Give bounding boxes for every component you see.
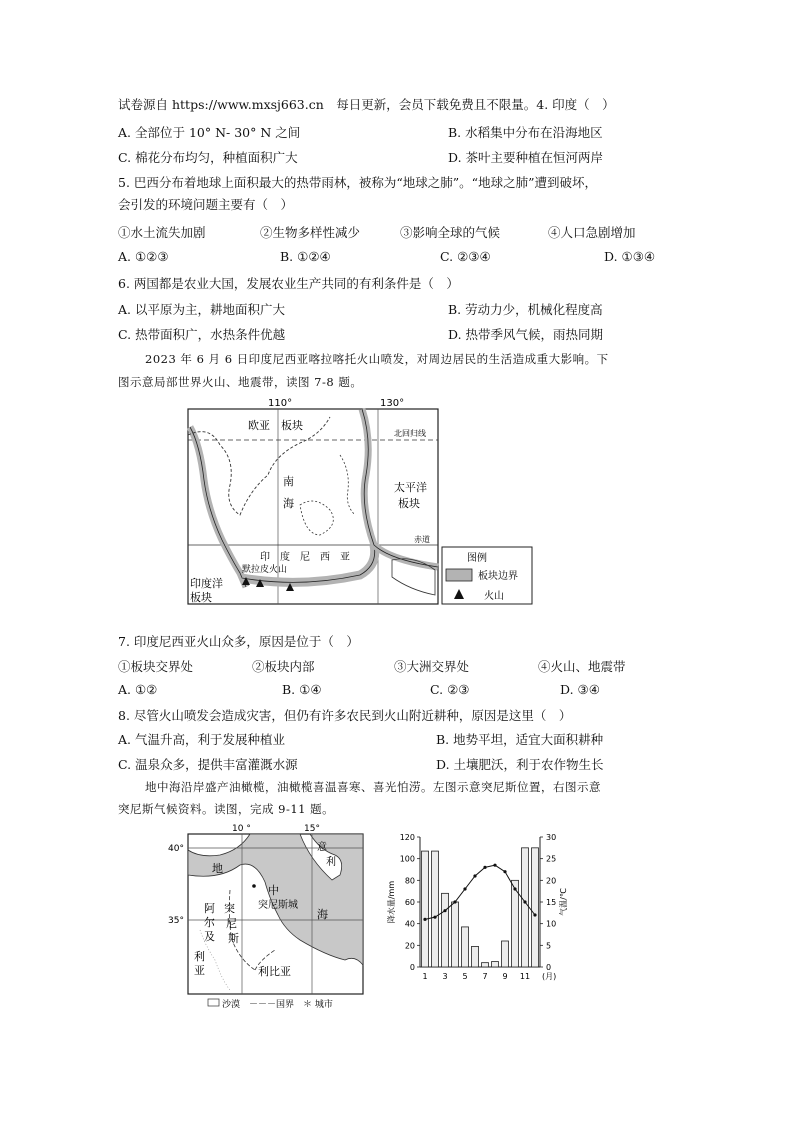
precip-bar xyxy=(492,962,499,967)
q4-option-c: C. 棉花分布均匀，种植面积广大 xyxy=(118,150,298,165)
italy-label-1: 意 xyxy=(317,842,327,853)
legend-boundary-label: 板块边界 xyxy=(478,571,518,582)
intro-9-11-line1: 地中海沿岸盛产油橄榄，油橄榄喜温喜寒、喜光怕涝。左图示意突尼斯位置，右图示意 xyxy=(145,780,601,794)
q5-option-c: C. ②③④ xyxy=(440,249,491,264)
q7-option-a: A. ①② xyxy=(118,682,158,697)
y-right-tick-label: 20 xyxy=(546,876,557,886)
precip-bar xyxy=(462,927,469,967)
q6-option-a: A. 以平原为主，耕地面积广大 xyxy=(118,302,285,317)
algeria-label-3: 及 xyxy=(204,930,215,943)
temperature-point xyxy=(473,874,476,877)
x-tick-label: 5 xyxy=(462,972,468,981)
temperature-point xyxy=(523,900,526,903)
q7-option-c: C. ②③ xyxy=(430,682,470,697)
desert-legend-swatch xyxy=(208,999,219,1006)
tropic-label: 北回归线 xyxy=(394,429,426,438)
q7-item-2: ②板块内部 xyxy=(252,659,315,674)
y-left-axis-title: 降水量/mm xyxy=(387,880,396,924)
y-left-tick-label: 0 xyxy=(409,963,415,972)
temperature-point xyxy=(533,913,536,916)
x-tick-label: 11 xyxy=(519,972,531,981)
x-tick-label: 9 xyxy=(502,972,508,981)
pacific-plate-label-1: 太平洋 xyxy=(394,481,427,494)
q4-option-d: D. 茶叶主要种植在恒河两岸 xyxy=(448,150,604,165)
precip-bar xyxy=(472,946,479,967)
y-right-tick-label: 0 xyxy=(546,963,552,972)
y-left-tick-label: 60 xyxy=(404,898,415,907)
precip-bar xyxy=(482,963,489,967)
y-right-tick-label: 10 xyxy=(546,919,557,929)
y-right-tick-label: 15 xyxy=(546,898,557,907)
y-right-tick-label: 5 xyxy=(546,941,552,951)
temperature-point xyxy=(493,864,496,867)
intro-7-8-line2: 图示意局部世界火山、地震带，读图 7-8 题。 xyxy=(118,375,363,389)
q7-option-b: B. ①④ xyxy=(282,682,322,697)
legend-title: 图例 xyxy=(467,553,487,564)
q7-item-3: ③大洲交界处 xyxy=(394,659,470,674)
precip-bar xyxy=(422,851,429,967)
tunis-city-dot xyxy=(252,884,256,888)
temperature-point xyxy=(463,887,466,890)
temperature-point xyxy=(443,909,446,912)
q5-option-d: D. ①③④ xyxy=(604,249,656,264)
x-tick-label: 3 xyxy=(442,972,448,981)
q5-option-a: A. ①②③ xyxy=(118,249,169,264)
lat-label-35: 35° xyxy=(168,916,184,926)
precip-bar xyxy=(502,941,509,967)
di-label: 地 xyxy=(212,862,223,875)
q4-option-b: B. 水稻集中分布在沿海地区 xyxy=(448,125,603,140)
libya-label: 利比亚 xyxy=(258,965,291,978)
precip-bar xyxy=(442,893,449,967)
lon-label-10: 10 ° xyxy=(232,824,251,834)
indonesia-label: 印 度 尼 西 亚 xyxy=(260,552,350,563)
x-unit-label: (月) xyxy=(542,972,557,981)
indian-plate-label-1: 印度洋 xyxy=(190,577,223,590)
q8-option-c: C. 温泉众多，提供丰富灌溉水源 xyxy=(118,757,298,772)
temperature-point xyxy=(423,918,426,921)
x-tick-label: 1 xyxy=(422,972,428,981)
precip-bar xyxy=(522,848,529,967)
precip-bar xyxy=(432,851,439,967)
lat-label-40: 40° xyxy=(168,844,184,854)
q8-option-b: B. 地势平坦，适宜大面积耕种 xyxy=(436,732,604,747)
zhong-label: 中 xyxy=(268,884,279,897)
temperature-point xyxy=(453,900,456,903)
tunisia-map-legend: 沙漠 －－－国界 ＊ 城市 xyxy=(222,1000,333,1010)
q8-stem: 8. 尽管火山喷发会造成灾害，但仍有许多农民到火山附近耕种，原因是这里（ ） xyxy=(118,708,572,723)
legend-boundary-swatch xyxy=(446,569,472,581)
q5-item-1: ①水土流失加剧 xyxy=(118,225,206,240)
q7-option-d: D. ③④ xyxy=(560,682,600,697)
q8-option-a: A. 气温升高，利于发展种植业 xyxy=(118,732,285,747)
italy-label-2: 利 xyxy=(326,857,336,868)
q6-option-c: C. 热带面积广，水热条件优越 xyxy=(118,327,286,342)
q5-stem-line1: 5. 巴西分布着地球上面积最大的热带雨林，被称为“地球之肺”。“地球之肺”遭到破坏， xyxy=(118,175,597,190)
temperature-point xyxy=(483,866,486,869)
y-right-axis-title: 气温/℃ xyxy=(559,888,568,916)
tunisia-map-figure xyxy=(160,820,375,1015)
precip-bar xyxy=(532,848,539,967)
y-left-tick-label: 20 xyxy=(404,941,415,951)
precip-bar xyxy=(452,902,459,967)
legend-volcano-label: 火山 xyxy=(484,591,504,602)
y-left-tick-label: 80 xyxy=(404,876,415,886)
tunisia-label-2: 尼 xyxy=(226,917,237,930)
q6-stem: 6. 两国都是农业大国，发展农业生产共同的有利条件是（ ） xyxy=(118,276,459,291)
indian-plate-label-2: 板块 xyxy=(190,591,212,604)
temperature-point xyxy=(433,916,436,919)
y-left-tick-label: 120 xyxy=(399,833,415,842)
q5-item-3: ③影响全球的气候 xyxy=(400,225,501,240)
precip-bar xyxy=(512,880,519,967)
tunisia-label-1: 突 xyxy=(224,902,235,915)
page-header: 试卷源自 https://www.mxsj663.cn 每日更新，会员下载免费且不限量。4. 印度（ ） xyxy=(118,97,615,112)
lon-label-15: 15° xyxy=(304,824,320,834)
south-label: 南 xyxy=(283,475,294,488)
temperature-point xyxy=(503,870,506,873)
q6-option-d: D. 热带季风气候，雨热同期 xyxy=(448,327,604,342)
lon-label-130: 130° xyxy=(380,398,405,409)
merapi-label: 默拉皮火山 xyxy=(242,565,288,575)
intro-9-11-line2: 突尼斯气候资料。读图，完成 9-11 题。 xyxy=(118,802,335,816)
q5-stem-line2: 会引发的环境问题主要有（ ） xyxy=(118,197,294,212)
x-tick-label: 7 xyxy=(482,972,488,981)
plate-map-figure xyxy=(180,395,540,610)
q7-item-4: ④火山、地震带 xyxy=(538,659,626,674)
tunisia-label-3: 斯 xyxy=(228,932,239,945)
y-left-tick-label: 100 xyxy=(399,854,415,864)
algeria-label-1: 阿 xyxy=(204,902,215,915)
climate-chart xyxy=(380,822,600,1017)
q5-option-b: B. ①②④ xyxy=(280,249,331,264)
hai-label: 海 xyxy=(317,908,328,921)
equator-label: 赤道 xyxy=(414,535,430,544)
y-right-tick-label: 30 xyxy=(546,833,557,842)
q8-option-d: D. 土壤肥沃，利于农作物生长 xyxy=(436,757,604,772)
algeria-label-5: 亚 xyxy=(194,964,205,977)
pacific-plate-label-2: 板块 xyxy=(398,497,420,510)
q7-stem: 7. 印度尼西亚火山众多，原因是位于（ ） xyxy=(118,634,359,649)
intro-7-8-line1: 2023 年 6 月 6 日印度尼西亚喀拉喀托火山喷发，对周边居民的生活造成重大影响。下 xyxy=(145,352,609,366)
algeria-label-4: 利 xyxy=(194,950,205,963)
y-left-tick-label: 40 xyxy=(404,919,415,929)
temperature-point xyxy=(513,887,516,890)
algeria-label-2: 尔 xyxy=(204,916,215,929)
q7-item-1: ①板块交界处 xyxy=(118,659,194,674)
eurasia-plate-label: 欧亚 板块 xyxy=(248,419,303,432)
q5-item-2: ②生物多样性减少 xyxy=(260,225,361,240)
q5-item-4: ④人口急剧增加 xyxy=(548,225,636,240)
lon-label-110: 110° xyxy=(268,398,293,409)
q4-option-a: A. 全部位于 10° N- 30° N 之间 xyxy=(118,125,301,140)
q6-option-b: B. 劳动力少，机械化程度高 xyxy=(448,302,603,317)
tunis-city-label: 突尼斯城 xyxy=(258,900,298,911)
y-right-tick-label: 25 xyxy=(546,854,557,864)
sea-label: 海 xyxy=(283,497,294,510)
